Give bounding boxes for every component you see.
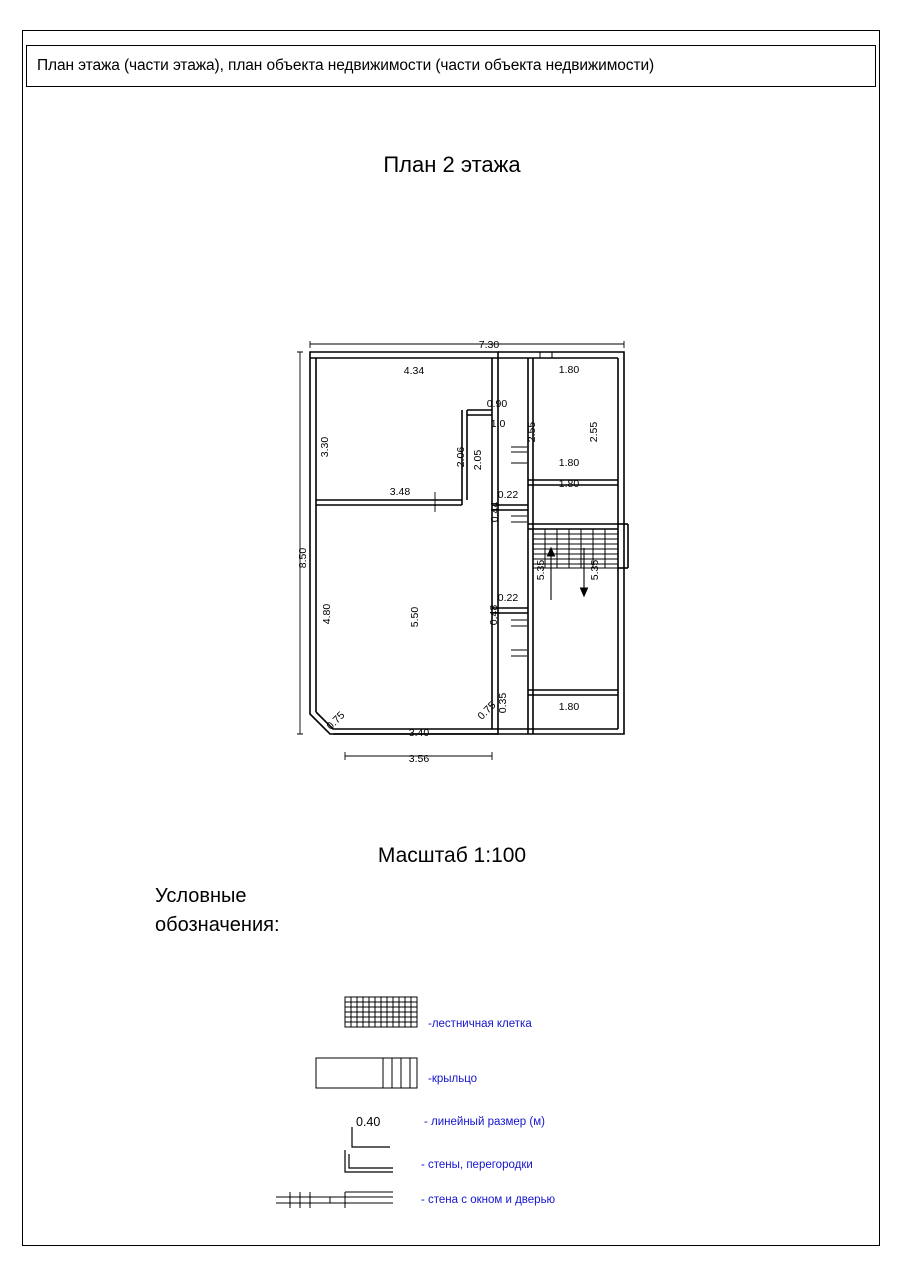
dimension-label: 1.0 xyxy=(490,418,506,430)
legend-linear-size-value: 0.40 xyxy=(356,1115,381,1129)
legend-label-porch: -крыльцо xyxy=(428,1073,478,1085)
dimension-label: 0.44 xyxy=(489,501,501,523)
dimension-label: 1.80 xyxy=(558,457,580,469)
dimension-label: 2.05 xyxy=(472,449,484,471)
legend-label-stair: -лестничная клетка xyxy=(428,1018,532,1030)
legend-label-wall-window-door: - стена с окном и дверью xyxy=(421,1194,556,1206)
dimension-label: 3.40 xyxy=(408,727,430,739)
dimension-label: 0.48 xyxy=(488,604,500,626)
document-header-text: План этажа (части этажа), план объекта недвижимости (части объекта недвижимости) xyxy=(37,57,655,74)
dimension-label: 8.50 xyxy=(297,547,309,569)
dimension-label: 4.80 xyxy=(321,603,333,625)
dimension-label: 1.80 xyxy=(558,478,580,490)
dimension-label: 0.35 xyxy=(497,692,509,714)
dimension-label: 5.35 xyxy=(589,559,601,581)
legend-label-linear-size: - линейный размер (м) xyxy=(424,1116,545,1128)
dimension-label: 0.22 xyxy=(497,489,519,501)
dimension-label: 0.90 xyxy=(486,398,508,410)
dimension-label: 5.50 xyxy=(409,606,421,628)
dimension-label: 3.56 xyxy=(408,753,430,765)
legend-title-line2: обозначения: xyxy=(155,914,280,936)
dimension-label: 0.22 xyxy=(497,592,519,604)
dimension-label: 1.80 xyxy=(558,364,580,376)
scale-title: Масштаб 1:100 xyxy=(377,844,527,867)
dimension-label: 2.06 xyxy=(455,446,467,468)
dimension-label: 2.55 xyxy=(588,421,600,443)
dimension-label: 3.48 xyxy=(389,486,411,498)
dimension-label: 0.75 xyxy=(475,699,499,723)
dimension-label: 4.34 xyxy=(403,365,425,377)
dimension-label: 0.75 xyxy=(324,709,348,733)
dimension-label: 1.80 xyxy=(558,701,580,713)
dimension-label: 2.55 xyxy=(526,421,538,443)
page-title: План 2 этажа xyxy=(383,152,521,177)
legend-title-line1: Условные xyxy=(155,885,247,907)
legend-label-walls: - стены, перегородки xyxy=(421,1159,533,1171)
dimension-label: 5.35 xyxy=(535,559,547,581)
dimension-label: 3.30 xyxy=(319,436,331,458)
dimension-label: 7.30 xyxy=(478,339,500,351)
